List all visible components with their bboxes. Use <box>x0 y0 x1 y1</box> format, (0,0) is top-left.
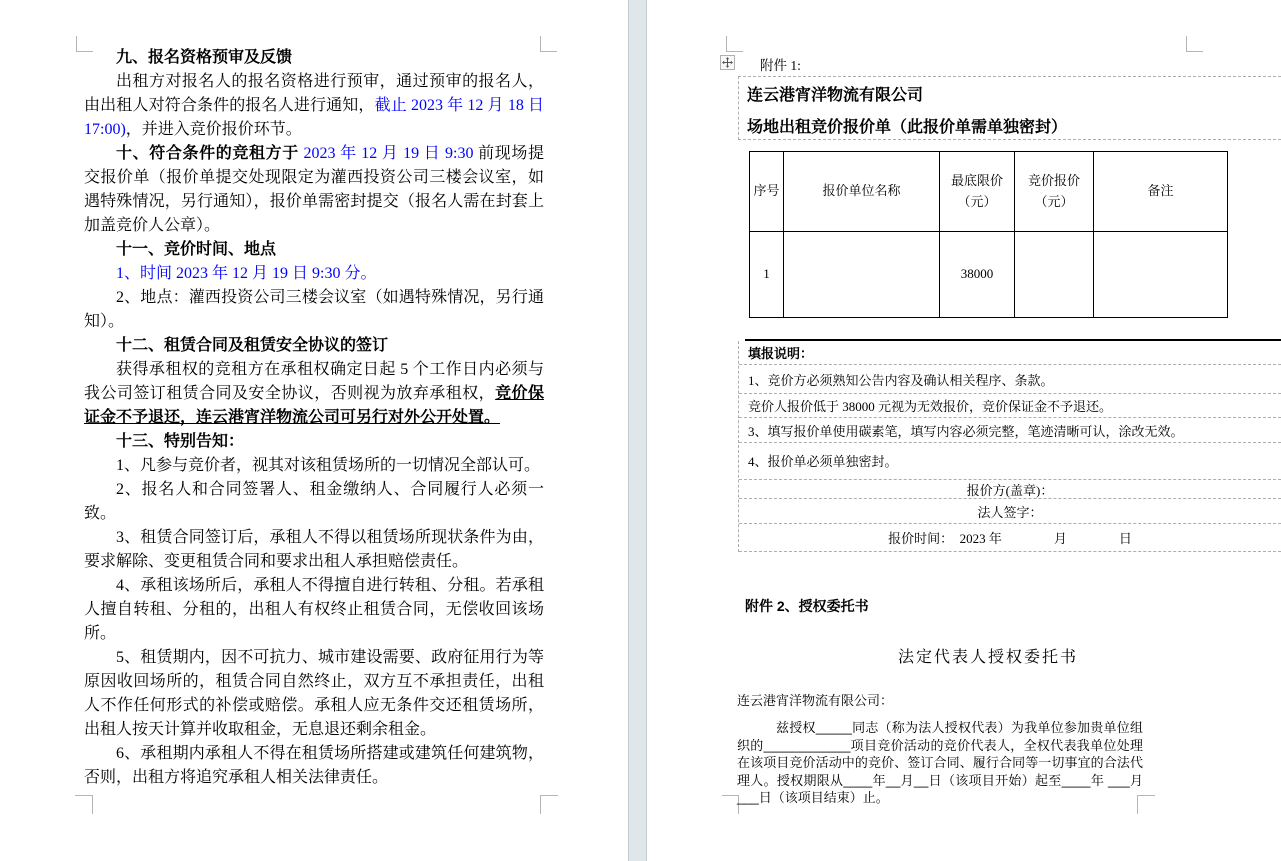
section-11-heading <box>84 238 544 262</box>
text-run: 3、租赁合同签订后，承租人不得以租赁场所现状条件为由，要求解除、变更租赁合同和要求出租人承担赔偿责任。 <box>84 529 544 570</box>
text-run: 获得承租权的竞租方在承租权确定日起 5 个工作日内必须与我公司签订租赁合同及安全协议，否则视为放弃承租权， <box>84 361 544 402</box>
quote-time-line: 报价时间： 2023 年 月 日 <box>739 524 1281 552</box>
deadline-date-text: 截止 2023 年 12 月 18 日 17:00) <box>84 97 544 138</box>
cell-row-no: 1 <box>750 232 784 318</box>
notice-item-2 <box>84 478 544 526</box>
bid-time-text: 1、时间 2023 年 12 月 19 日 9:30 分。 <box>116 265 377 282</box>
poa-salutation: 连云港宵洋物流有限公司： <box>737 693 894 708</box>
quote-form-title: 场地出租竞价报价单（此报价单需单独密封） <box>747 119 1068 136</box>
cell-min-price: 38000 <box>940 232 1015 318</box>
quote-form-title-frame <box>738 76 1281 140</box>
text-run: 十三、特别告知： <box>116 433 245 450</box>
note-item-4: 4、报价单必须单独密封。 <box>739 443 1281 480</box>
text-boundary-mark <box>726 36 743 52</box>
section-13-heading <box>84 430 544 454</box>
legal-signature-line: 法人签字： <box>739 499 1281 524</box>
filling-instructions <box>738 341 1281 552</box>
note-item-3: 3、填写报价单使用碳素笔，填写内容必须完整，笔迹清晰可认，涂改无效。 <box>739 418 1281 443</box>
cell-remark[interactable] <box>1094 232 1228 318</box>
col-header-remark: 备注 <box>1094 152 1228 232</box>
notice-item-6 <box>84 742 544 790</box>
section-10-body <box>84 142 544 238</box>
section-9-body <box>84 70 544 142</box>
text-run: 十、符合条件的竞租方于 <box>116 145 299 162</box>
col-header-unit: 报价单位名称 <box>784 152 940 232</box>
text-run: 2、地点：灌西投资公司三楼会议室（如遇特殊情况，另行通知）。 <box>84 289 544 330</box>
page-right <box>647 0 1281 861</box>
company-name: 连云港宵洋物流有限公司 <box>747 87 924 104</box>
text-run: ，并进入竞价报价环节。 <box>125 121 302 138</box>
notice-item-3 <box>84 526 544 574</box>
note-item-1: 1、竞价方必须熟知公告内容及确认相关程序、条款。 <box>739 365 1281 394</box>
notice-item-4 <box>84 574 544 646</box>
power-of-attorney-title: 法定代表人授权委托书 <box>897 649 1078 666</box>
cell-bid-price[interactable] <box>1015 232 1094 318</box>
section-9-heading <box>84 46 544 70</box>
notice-item-1 <box>84 454 544 478</box>
notice-item-5 <box>84 646 544 742</box>
text-boundary-mark <box>1186 36 1203 52</box>
text-run: 4、承租该场所后，承租人不得擅自进行转租、分租。若承租人擅自转租、分租的，出租人有权终止租赁合同，无偿收回该场所。 <box>84 577 544 642</box>
bid-time-item <box>84 262 544 286</box>
text-run: 前现场提交报价单（报价单提交处现限定为灌西投资公司三楼会议室，如遇特殊情况，另行通知），报价单需密封提交（报名人需在封套上加盖竞价人公章）。 <box>84 145 544 234</box>
bid-place-item <box>84 286 544 334</box>
move-arrows-icon <box>722 57 733 68</box>
text-run: 1、凡参与竞价者，视其对该租赁场所的一切情况全部认可。 <box>116 457 541 474</box>
bidder-stamp-line: 报价方(盖章)： <box>739 480 1281 499</box>
table-row <box>750 232 1228 318</box>
section-12-heading <box>84 334 544 358</box>
left-page-text <box>84 46 544 790</box>
col-header-min-price: 最底限价（元） <box>940 152 1015 232</box>
deposit-warning-text: 竞价保证金不予退还，连云港宵洋物流公司可另行对外公开处置。 <box>84 385 544 426</box>
section-12-body <box>84 358 544 430</box>
text-boundary-mark <box>540 795 558 814</box>
attachment1-label: 附件 1: <box>760 58 801 73</box>
text-run: 6、承租期内承租人不得在租赁场所搭建或建筑任何建筑物，否则，出租方将追究承租人相关法律责任。 <box>84 745 544 786</box>
text-boundary-mark <box>75 795 93 814</box>
text-run: 出租方对报名人的报名资格进行预审，通过预审的报名人，由出租人对符合条件的报名人进行通知， <box>84 73 544 114</box>
text-run: 5、租赁期内，因不可抗力、城市建设需要、政府征用行为等原因收回场所的，租赁合同自然终止，双方互不承担责任，出租人不作任何形式的补偿或赔偿。承租人应无条件交还租赁场所，出租人按天计算并收取租金，无息退还剩余租金。 <box>84 649 544 738</box>
text-run: 九、报名资格预审及反馈 <box>116 49 293 66</box>
text-run: 十一、竞价时间、地点 <box>116 241 277 258</box>
attachment2-heading: 附件 2、授权委托书 <box>745 598 869 614</box>
col-header-no: 序号 <box>750 152 784 232</box>
notes-title: 填报说明： <box>739 341 1281 365</box>
table-header-row <box>750 152 1228 232</box>
poa-body-text: 兹授权_____同志（称为法人授权代表）为我单位参加贵单位组织的____________项目竞价活动的竞价代表人，全权代表我单位处理在该项目竞价活动中的竞价、签订合同、履行合同等一切事宜的合法代理人。授权期限从____年__月__日（该项目开始）起至____年 ___月___日（该项目结束）止。 <box>737 720 1143 805</box>
col-header-bid-price: 竞价报价（元） <box>1015 152 1094 232</box>
bid-quote-table <box>749 151 1228 318</box>
page-left <box>0 0 628 861</box>
text-run: 2、报名人和合同签署人、租金缴纳人、合同履行人必须一致。 <box>84 481 544 522</box>
text-run: 十二、租赁合同及租赁安全协议的签订 <box>116 337 389 354</box>
submit-date-text: 2023 年 12 月 19 日 9:30 <box>298 145 479 162</box>
page-gap <box>628 0 647 861</box>
note-item-2: 竞价人报价低于 38000 元视为无效报价，竞价保证金不予退还。 <box>739 394 1281 418</box>
frame-move-handle-icon[interactable] <box>720 55 735 70</box>
cell-unit-name[interactable] <box>784 232 940 318</box>
